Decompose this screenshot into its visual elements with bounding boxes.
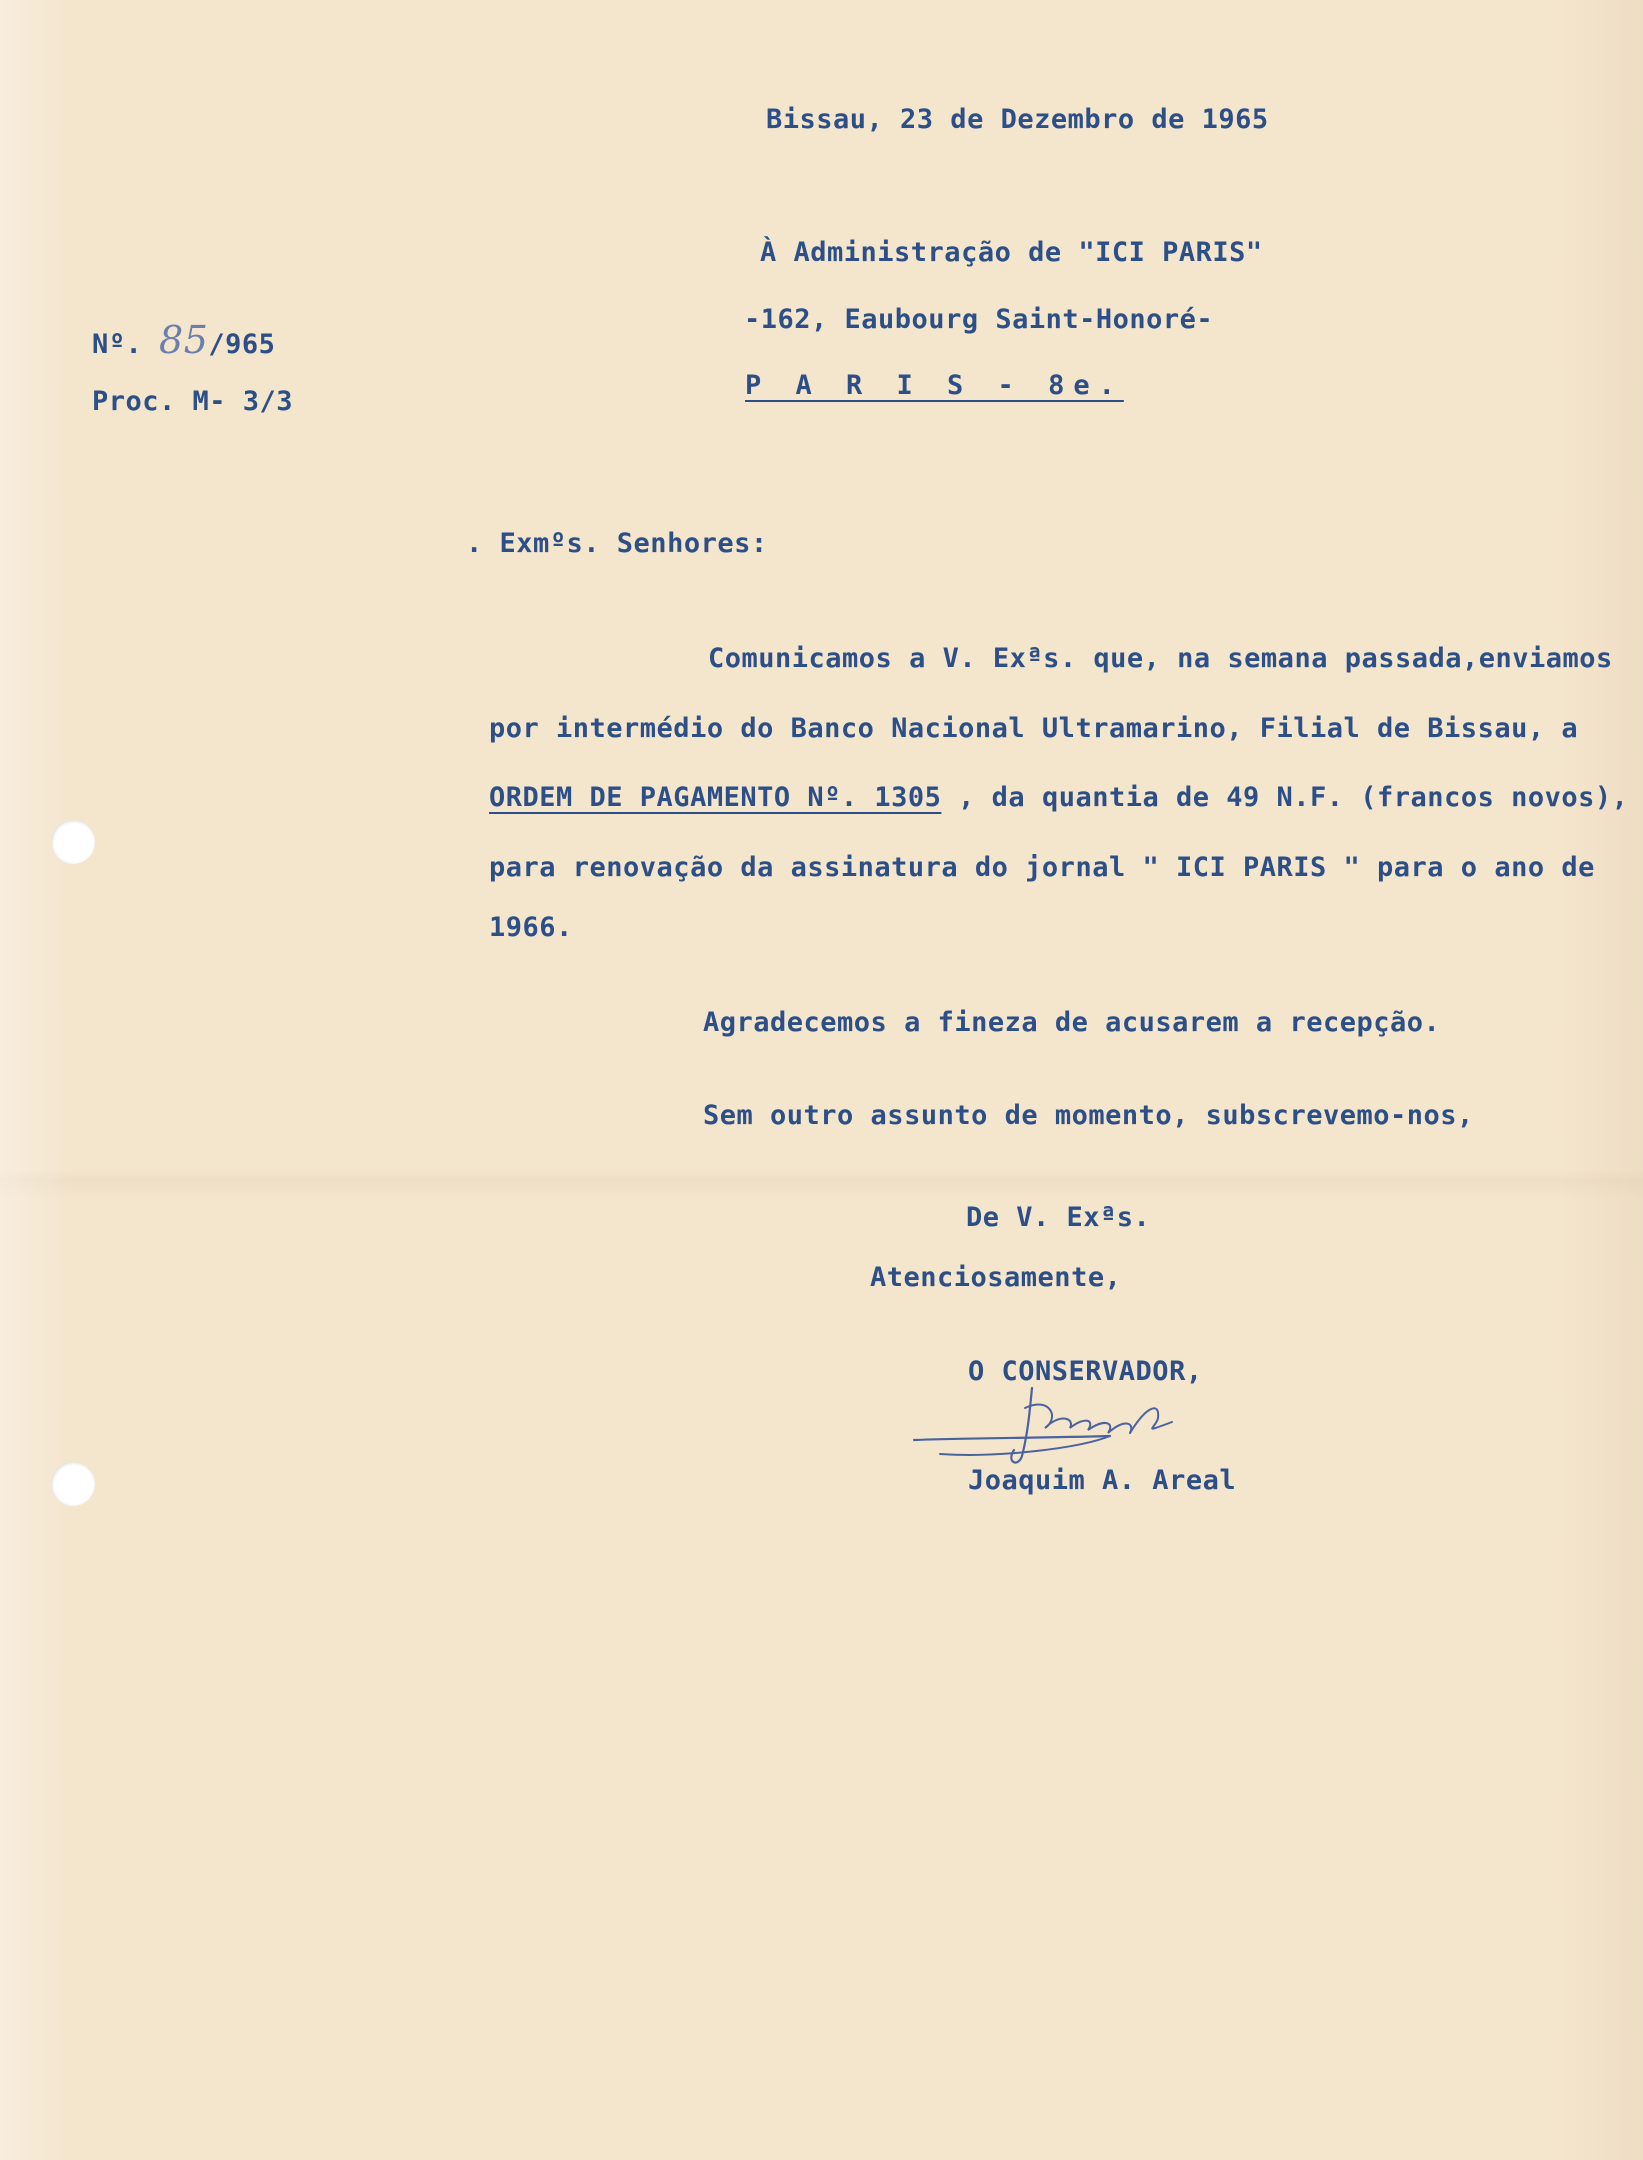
recipient-line-1: À Administração de "ICI PARIS" [760, 237, 1263, 268]
body-paragraph-2: Agradecemos a fineza de acusarem a recepção. [703, 1007, 1441, 1038]
punch-hole-bottom [51, 1462, 95, 1506]
body-line-3-rest: , da quantia de 49 N.F. (francos novos), [941, 782, 1629, 813]
reference-number-prefix: Nº. [92, 329, 143, 360]
salutation: . Exmºs. Senhores: [466, 528, 768, 559]
reference-number-handwritten: 85 [159, 318, 209, 362]
signatory-title: O CONSERVADOR, [968, 1356, 1203, 1387]
recipient-line-3: P A R I S - 8e. [745, 370, 1124, 401]
body-line-2: por intermédio do Banco Nacional Ultramarino, Filial de Bissau, a [489, 713, 1579, 744]
signatory-name: Joaquim A. Areal [968, 1465, 1237, 1496]
body-line-3 [489, 782, 1628, 813]
body-line-4: para renovação da assinatura do jornal " ICI PARIS " para o ano de [489, 852, 1595, 883]
payment-order-reference: ORDEM DE PAGAMENTO Nº. 1305 [489, 782, 942, 813]
body-line-5: 1966. [489, 912, 573, 943]
reference-number [92, 318, 275, 362]
recipient-line-2: -162, Eaubourg Saint-Honoré- [744, 304, 1214, 335]
closing-line-1: De V. Exªs. [966, 1202, 1151, 1233]
body-line-1: Comunicamos a V. Exªs. que, na semana passada,enviamos [708, 643, 1613, 674]
reference-number-suffix: /965 [208, 329, 276, 360]
process-reference: Proc. M- 3/3 [92, 386, 294, 417]
body-paragraph-3: Sem outro assunto de momento, subscrevemo-nos, [703, 1100, 1474, 1131]
date-line: Bissau, 23 de Dezembro de 1965 [766, 104, 1269, 135]
closing-line-2: Atenciosamente, [870, 1262, 1122, 1293]
punch-hole-top [51, 820, 95, 864]
